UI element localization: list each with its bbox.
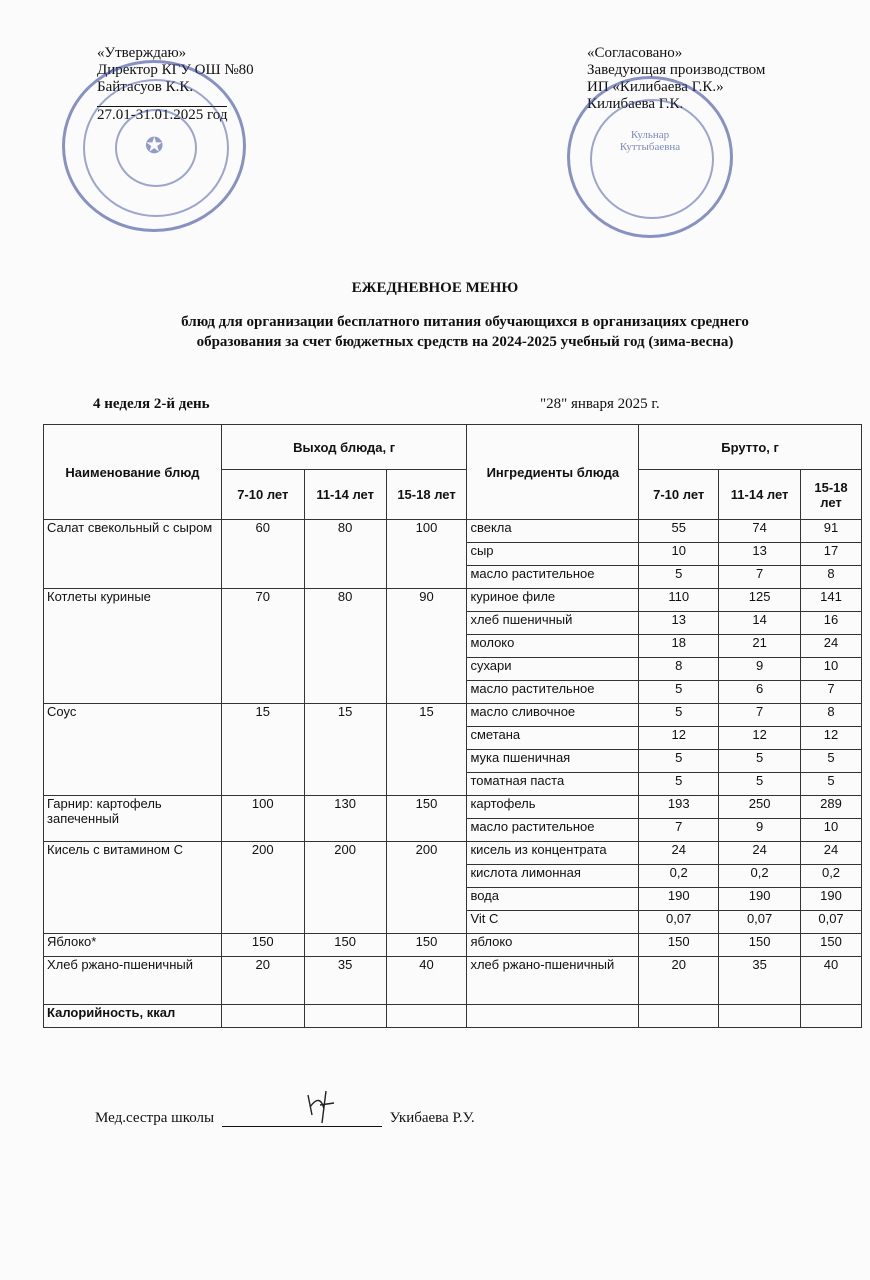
- ingredient-brutto: 74: [719, 520, 801, 543]
- header-output-age: 11-14 лет: [304, 470, 386, 520]
- ingredient-brutto: 5: [639, 773, 719, 796]
- ingredient-brutto: 5: [801, 773, 862, 796]
- ingredient-name: сметана: [467, 727, 639, 750]
- dish-output: 60: [221, 520, 304, 589]
- ingredient-brutto: 10: [801, 658, 862, 681]
- ingredient-brutto: 21: [719, 635, 801, 658]
- ingredient-brutto: 55: [639, 520, 719, 543]
- ingredient-name: кислота лимонная: [467, 865, 639, 888]
- menu-date: "28" января 2025 г.: [540, 396, 660, 412]
- header-output-age: 7-10 лет: [221, 470, 304, 520]
- dish-output: 35: [304, 957, 386, 1005]
- ingredient-brutto: 125: [719, 589, 801, 612]
- ingredient-brutto: 190: [801, 888, 862, 911]
- page-subtitle: [0, 312, 870, 352]
- ingredient-brutto: 24: [801, 635, 862, 658]
- nurse-name: Укибаева Р.У.: [389, 1110, 475, 1126]
- table-row: [44, 842, 862, 865]
- ingredient-name: масло сливочное: [467, 704, 639, 727]
- ingredient-brutto: 110: [639, 589, 719, 612]
- ingredient-brutto: 13: [639, 612, 719, 635]
- page-title: ЕЖЕДНЕВНОЕ МЕНЮ: [351, 280, 519, 296]
- ingredient-brutto: 289: [801, 796, 862, 819]
- ingredient-name: масло растительное: [467, 819, 639, 842]
- subtitle-line-1: блюд для организации бесплатного питания обучающихся в организациях среднего: [181, 314, 749, 330]
- ingredient-brutto: 24: [801, 842, 862, 865]
- dish-output: 150: [221, 934, 304, 957]
- header-output: Выход блюда, г: [221, 425, 467, 470]
- approve-label: «Утверждаю»: [97, 45, 187, 61]
- dish-output: 200: [221, 842, 304, 934]
- table-row: [44, 957, 862, 1005]
- ingredient-brutto: 9: [719, 819, 801, 842]
- ingredient-name: Vit C: [467, 911, 639, 934]
- ingredient-brutto: 5: [639, 704, 719, 727]
- ingredient-brutto: 190: [639, 888, 719, 911]
- ingredient-brutto: 150: [639, 934, 719, 957]
- header-brutto-age: 15-18 лет: [801, 470, 862, 520]
- header-brutto: Брутто, г: [639, 425, 862, 470]
- ingredient-brutto: 0,07: [639, 911, 719, 934]
- dish-output: 150: [386, 796, 467, 842]
- ingredient-brutto: 5: [719, 750, 801, 773]
- director-name: Байтасуов К.К.: [97, 79, 194, 95]
- dish-output: 40: [386, 957, 467, 1005]
- signature-line: [95, 1110, 475, 1127]
- dish-name: Салат свекольный с сыром: [44, 520, 222, 589]
- ingredient-brutto: 5: [801, 750, 862, 773]
- dish-name: Гарнир: картофель запеченный: [44, 796, 222, 842]
- ingredient-brutto: 35: [719, 957, 801, 1005]
- ingredient-brutto: 7: [719, 704, 801, 727]
- ingredient-name: вода: [467, 888, 639, 911]
- dish-output: 80: [304, 589, 386, 704]
- ingredient-brutto: 10: [801, 819, 862, 842]
- ingredient-brutto: 14: [719, 612, 801, 635]
- ingredient-brutto: 17: [801, 543, 862, 566]
- table-row: [44, 589, 862, 612]
- ingredient-name: хлеб ржано-пшеничный: [467, 957, 639, 1005]
- dish-output: 90: [386, 589, 467, 704]
- ingredient-brutto: 0,07: [801, 911, 862, 934]
- ingredient-name: кисель из концентрата: [467, 842, 639, 865]
- ingredient-brutto: 150: [801, 934, 862, 957]
- ingredient-name: масло растительное: [467, 681, 639, 704]
- calories-label: Калорийность, ккал: [44, 1005, 222, 1028]
- emblem-icon: ✪: [145, 133, 164, 158]
- dish-output: 80: [304, 520, 386, 589]
- ingredient-name: картофель: [467, 796, 639, 819]
- handwritten-signature: [300, 1085, 340, 1127]
- ingredient-brutto: 250: [719, 796, 801, 819]
- ingredient-brutto: 150: [719, 934, 801, 957]
- header-brutto-age: 7-10 лет: [639, 470, 719, 520]
- table-row: [44, 796, 862, 819]
- dish-output: 150: [304, 934, 386, 957]
- ingredient-name: хлеб пшеничный: [467, 612, 639, 635]
- ingredient-brutto: 12: [639, 727, 719, 750]
- ingredient-brutto: 141: [801, 589, 862, 612]
- dish-name: Кисель с витамином С: [44, 842, 222, 934]
- ingredient-brutto: 5: [639, 566, 719, 589]
- ingredient-name: масло растительное: [467, 566, 639, 589]
- entrepreneur-name: ИП «Килибаева Г.К.»: [587, 79, 724, 95]
- ingredient-brutto: 0,2: [801, 865, 862, 888]
- dish-name: Хлеб ржано-пшеничный: [44, 957, 222, 1005]
- ingredient-brutto: 13: [719, 543, 801, 566]
- ingredient-brutto: 6: [719, 681, 801, 704]
- dish-output: 15: [304, 704, 386, 796]
- subtitle-line-2: образования за счет бюджетных средств на 2024-2025 учебный год (зима-весна): [196, 334, 734, 350]
- ingredient-name: мука пшеничная: [467, 750, 639, 773]
- week-day: 4 неделя 2-й день: [93, 396, 210, 412]
- manager-title: Заведующая производством: [587, 62, 766, 78]
- dish-name: Соус: [44, 704, 222, 796]
- nurse-role: Мед.сестра школы: [95, 1110, 215, 1126]
- ingredient-brutto: 9: [719, 658, 801, 681]
- dish-output: 100: [221, 796, 304, 842]
- ingredient-name: яблоко: [467, 934, 639, 957]
- ingredient-name: молоко: [467, 635, 639, 658]
- dish-output: 200: [304, 842, 386, 934]
- ingredient-brutto: 7: [639, 819, 719, 842]
- table-row: [44, 704, 862, 727]
- ingredient-brutto: 5: [719, 773, 801, 796]
- ingredient-brutto: 0,2: [639, 865, 719, 888]
- dish-output: 100: [386, 520, 467, 589]
- ingredient-brutto: 40: [801, 957, 862, 1005]
- ingredient-brutto: 8: [801, 566, 862, 589]
- header-ingredients: Ингредиенты блюда: [467, 425, 639, 520]
- dish-output: 200: [386, 842, 467, 934]
- ingredient-name: куриное филе: [467, 589, 639, 612]
- dish-name: Яблоко*: [44, 934, 222, 957]
- ingredient-brutto: 8: [639, 658, 719, 681]
- director-title: Директор КГУ ОШ №80: [97, 62, 254, 78]
- dish-output: 15: [221, 704, 304, 796]
- ingredient-brutto: 190: [719, 888, 801, 911]
- ingredient-brutto: 18: [639, 635, 719, 658]
- header-dish-name: Наименование блюд: [44, 425, 222, 520]
- ingredient-brutto: 0,2: [719, 865, 801, 888]
- ingredient-brutto: 7: [801, 681, 862, 704]
- stamp-text: Кульнар Куттыбаевна: [619, 129, 681, 153]
- ingredient-brutto: 0,07: [719, 911, 801, 934]
- school-stamp: [62, 60, 246, 232]
- header-brutto-age: 11-14 лет: [719, 470, 801, 520]
- dish-output: 15: [386, 704, 467, 796]
- ingredient-brutto: 5: [639, 750, 719, 773]
- ingredient-name: томатная паста: [467, 773, 639, 796]
- ingredient-brutto: 24: [639, 842, 719, 865]
- ingredient-brutto: 12: [719, 727, 801, 750]
- entrepreneur-stamp: [567, 76, 733, 238]
- ingredient-brutto: 8: [801, 704, 862, 727]
- ingredient-brutto: 16: [801, 612, 862, 635]
- manager-name: Килибаева Г.К.: [587, 96, 684, 112]
- agreed-label: «Согласовано»: [587, 45, 683, 61]
- dish-name: Котлеты куриные: [44, 589, 222, 704]
- table-row: [44, 934, 862, 957]
- ingredient-name: сыр: [467, 543, 639, 566]
- dish-output: 70: [221, 589, 304, 704]
- dish-output: 150: [386, 934, 467, 957]
- ingredient-brutto: 7: [719, 566, 801, 589]
- approve-period: 27.01-31.01.2025 год: [97, 107, 228, 123]
- ingredient-brutto: 10: [639, 543, 719, 566]
- ingredient-brutto: 91: [801, 520, 862, 543]
- ingredient-brutto: 24: [719, 842, 801, 865]
- dish-output: 130: [304, 796, 386, 842]
- menu-table: [43, 424, 862, 1028]
- dish-output: 20: [221, 957, 304, 1005]
- ingredient-brutto: 20: [639, 957, 719, 1005]
- ingredient-brutto: 12: [801, 727, 862, 750]
- ingredient-brutto: 5: [639, 681, 719, 704]
- header-output-age: 15-18 лет: [386, 470, 467, 520]
- ingredient-name: свекла: [467, 520, 639, 543]
- ingredient-name: сухари: [467, 658, 639, 681]
- table-row: [44, 520, 862, 543]
- ingredient-brutto: 193: [639, 796, 719, 819]
